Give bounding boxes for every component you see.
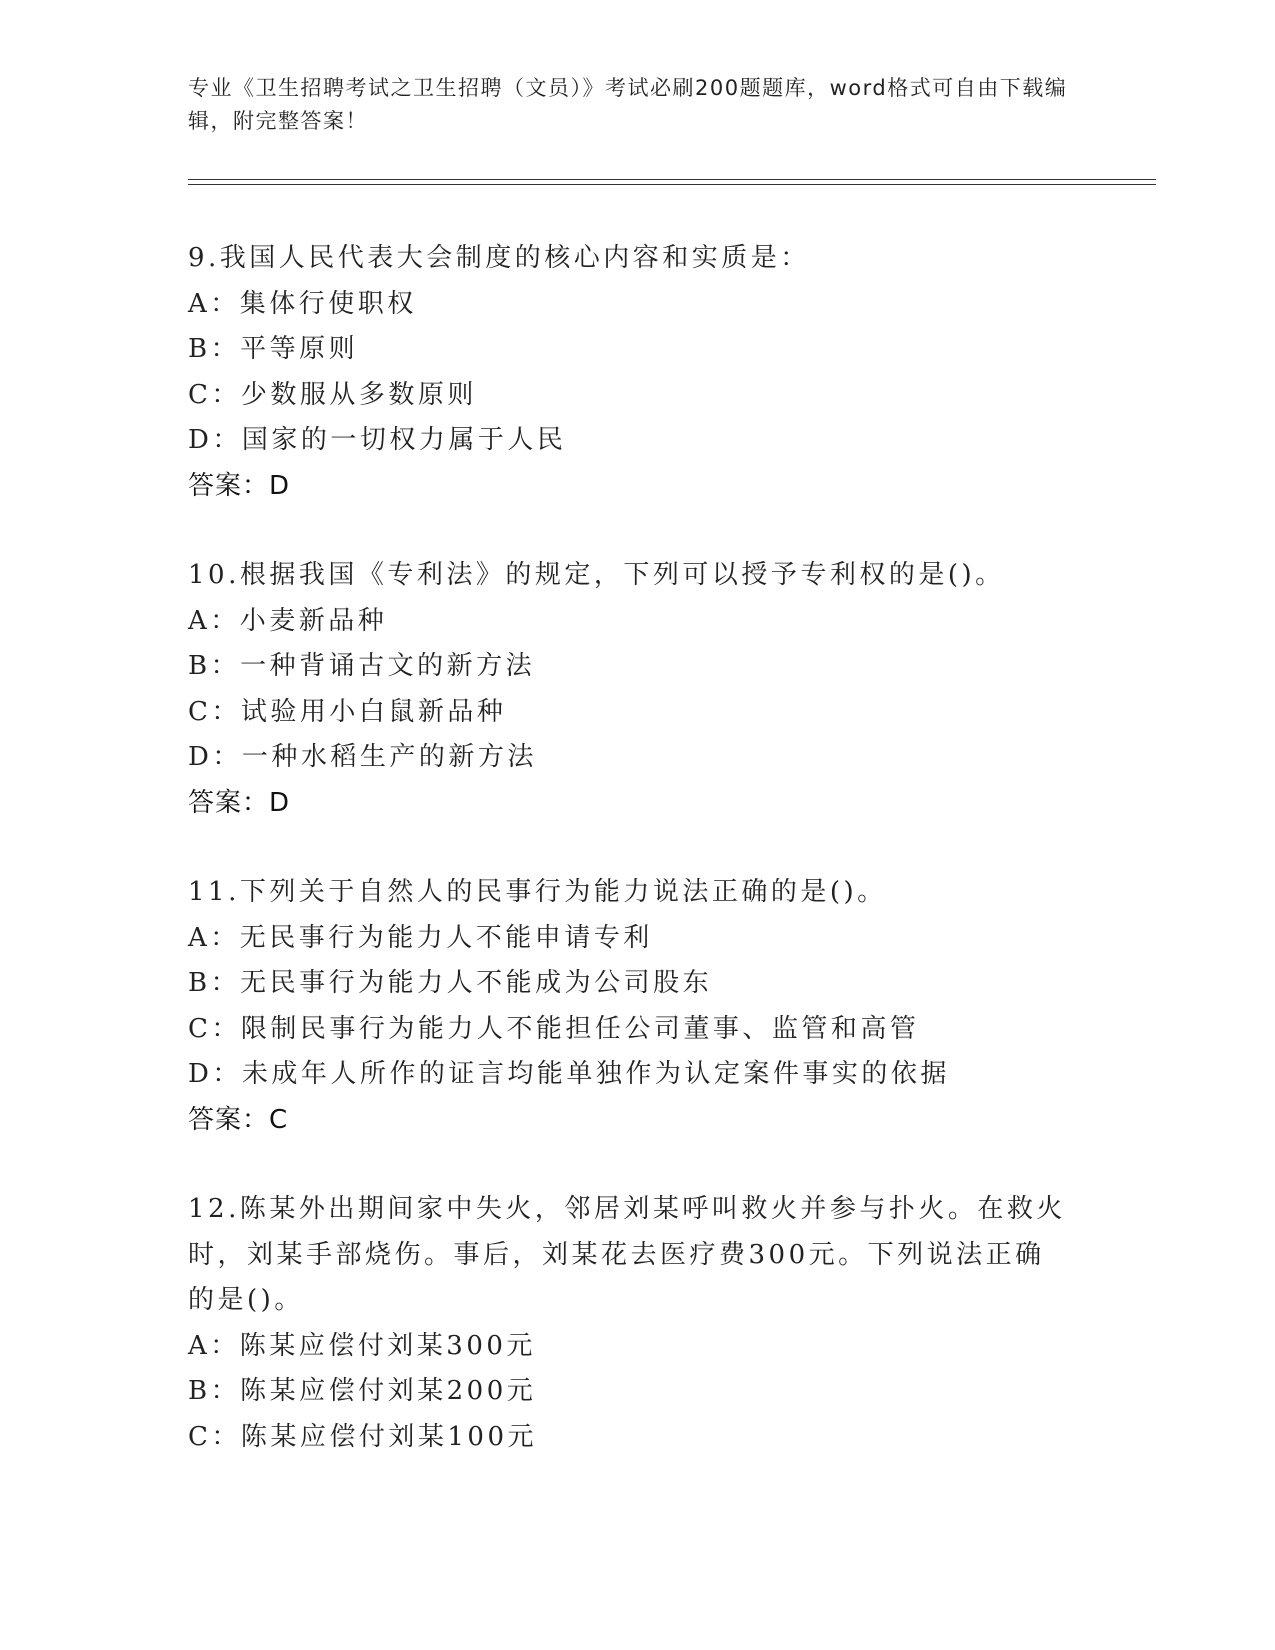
option-a: A：陈某应偿付刘某300元 bbox=[188, 1330, 536, 1361]
option-a: A：集体行使职权 bbox=[188, 288, 417, 319]
question-9 bbox=[188, 236, 1088, 509]
question-stem: 9.我国人民代表大会制度的核心内容和实质是： bbox=[188, 243, 810, 273]
option-a: A：小麦新品种 bbox=[188, 605, 388, 636]
question-stem: 10.根据我国《专利法》的规定，下列可以授予专利权的是()。 bbox=[188, 560, 1005, 590]
option-b: B：一种背诵古文的新方法 bbox=[188, 651, 536, 681]
option-a: A：无民事行为能力人不能申请专利 bbox=[188, 922, 653, 953]
option-c: C：限制民事行为能力人不能担任公司董事、监管和高管 bbox=[188, 1013, 920, 1044]
question-11 bbox=[188, 870, 1088, 1143]
option-d: D：国家的一切权力属于人民 bbox=[188, 425, 567, 455]
answer: 答案：D bbox=[188, 470, 291, 501]
option-c: C：少数服从多数原则 bbox=[188, 379, 477, 410]
answer: 答案：C bbox=[188, 1104, 289, 1135]
question-list bbox=[188, 236, 1088, 1504]
question-10 bbox=[188, 553, 1088, 826]
option-b: B：无民事行为能力人不能成为公司股东 bbox=[188, 968, 713, 998]
option-c: C：陈某应偿付刘某100元 bbox=[188, 1421, 538, 1452]
answer: 答案：D bbox=[188, 787, 291, 818]
option-d: D：未成年人所作的证言均能单独作为认定案件事实的依据 bbox=[188, 1059, 950, 1089]
option-d: D：一种水稻生产的新方法 bbox=[188, 742, 537, 772]
header-rule-top bbox=[188, 179, 1156, 180]
question-stem: 12.陈某外出期间家中失火，邻居刘某呼叫救火并参与扑火。在救火时，刘某手部烧伤。事后，刘某花去医疗费300元。下列说法正确的是()。 bbox=[188, 1194, 1066, 1315]
option-b: B：平等原则 bbox=[188, 334, 359, 364]
header-rule-bottom bbox=[188, 184, 1156, 185]
option-b: B：陈某应偿付刘某200元 bbox=[188, 1376, 537, 1406]
question-12 bbox=[188, 1187, 1088, 1460]
document-header: 专业《卫生招聘考试之卫生招聘（文员）》考试必刷200题题库，word格式可自由下载编辑，附完整答案！ bbox=[188, 76, 1068, 133]
option-c: C：试验用小白鼠新品种 bbox=[188, 696, 507, 727]
question-stem: 11.下列关于自然人的民事行为能力说法正确的是()。 bbox=[188, 877, 887, 907]
